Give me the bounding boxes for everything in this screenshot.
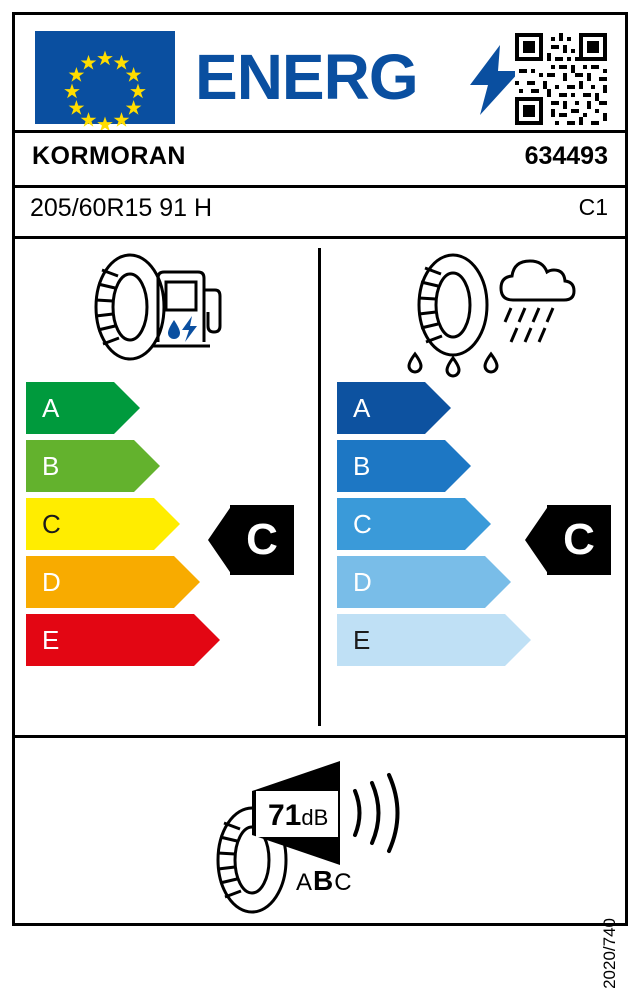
eu-flag-icon <box>35 31 175 124</box>
divider-rule-2 <box>15 185 625 188</box>
noise-class-scale <box>296 865 353 897</box>
fuel-rating-value: C <box>230 505 294 575</box>
noise-class-c: C <box>334 869 353 896</box>
grade-letter: A <box>42 392 60 423</box>
label-header <box>15 15 625 130</box>
fuel-grade-d <box>26 556 220 608</box>
noise-section <box>190 755 450 920</box>
divider-rule-4 <box>15 735 625 738</box>
grade-row <box>26 614 220 666</box>
fuel-grade-a <box>26 382 220 434</box>
qr-code-icon <box>515 33 607 125</box>
wet-grade-c <box>337 498 531 550</box>
grade-row <box>26 498 220 550</box>
lightning-bolt-icon <box>470 45 520 115</box>
wet-rating-pointer <box>525 505 611 575</box>
grade-row <box>26 440 220 492</box>
wet-rating-value: C <box>547 505 611 575</box>
model-code: 634493 <box>524 142 608 170</box>
tyre-size: 205/60R15 91 H <box>30 194 213 222</box>
grade-letter: E <box>42 624 60 655</box>
vertical-divider <box>318 248 321 726</box>
rain-cloud-tyre-icon <box>395 250 575 370</box>
fuel-efficiency-scale <box>26 382 220 672</box>
divider-rule-3 <box>15 236 625 239</box>
divider-rule-1 <box>15 130 625 133</box>
grade-letter: C <box>353 508 372 539</box>
noise-value-group <box>268 799 328 833</box>
grade-letter: A <box>353 392 371 423</box>
brand-name: KORMORAN <box>32 142 186 170</box>
grade-letter: C <box>42 508 61 539</box>
wet-grade-b <box>337 440 531 492</box>
noise-unit: dB <box>301 805 329 830</box>
grade-letter: B <box>353 450 371 481</box>
grade-letter: D <box>42 566 61 597</box>
grade-row <box>337 440 531 492</box>
regulation-date: 2020/740 <box>600 918 619 989</box>
grade-letter: E <box>353 624 371 655</box>
grade-row <box>337 614 531 666</box>
wet-grip-scale <box>337 382 531 672</box>
fuel-grade-c <box>26 498 220 550</box>
grade-letter: D <box>353 566 372 597</box>
tyre-class: C1 <box>578 194 608 220</box>
fuel-rating-pointer <box>208 505 294 575</box>
wet-grade-d <box>337 556 531 608</box>
wet-grade-a <box>337 382 531 434</box>
grade-letter: B <box>42 450 60 481</box>
fuel-grade-e <box>26 614 220 666</box>
noise-value: 71 <box>268 799 302 832</box>
grade-row <box>337 498 531 550</box>
grade-row <box>26 556 220 608</box>
wet-grade-e <box>337 614 531 666</box>
grade-row <box>26 382 220 434</box>
noise-class-b: B <box>313 865 335 896</box>
grade-row <box>337 382 531 434</box>
noise-class-a: A <box>296 869 314 896</box>
grade-row <box>337 556 531 608</box>
page-title: ENERG <box>195 41 418 113</box>
fuel-grade-b <box>26 440 220 492</box>
fuel-pump-tyre-icon <box>82 250 247 365</box>
